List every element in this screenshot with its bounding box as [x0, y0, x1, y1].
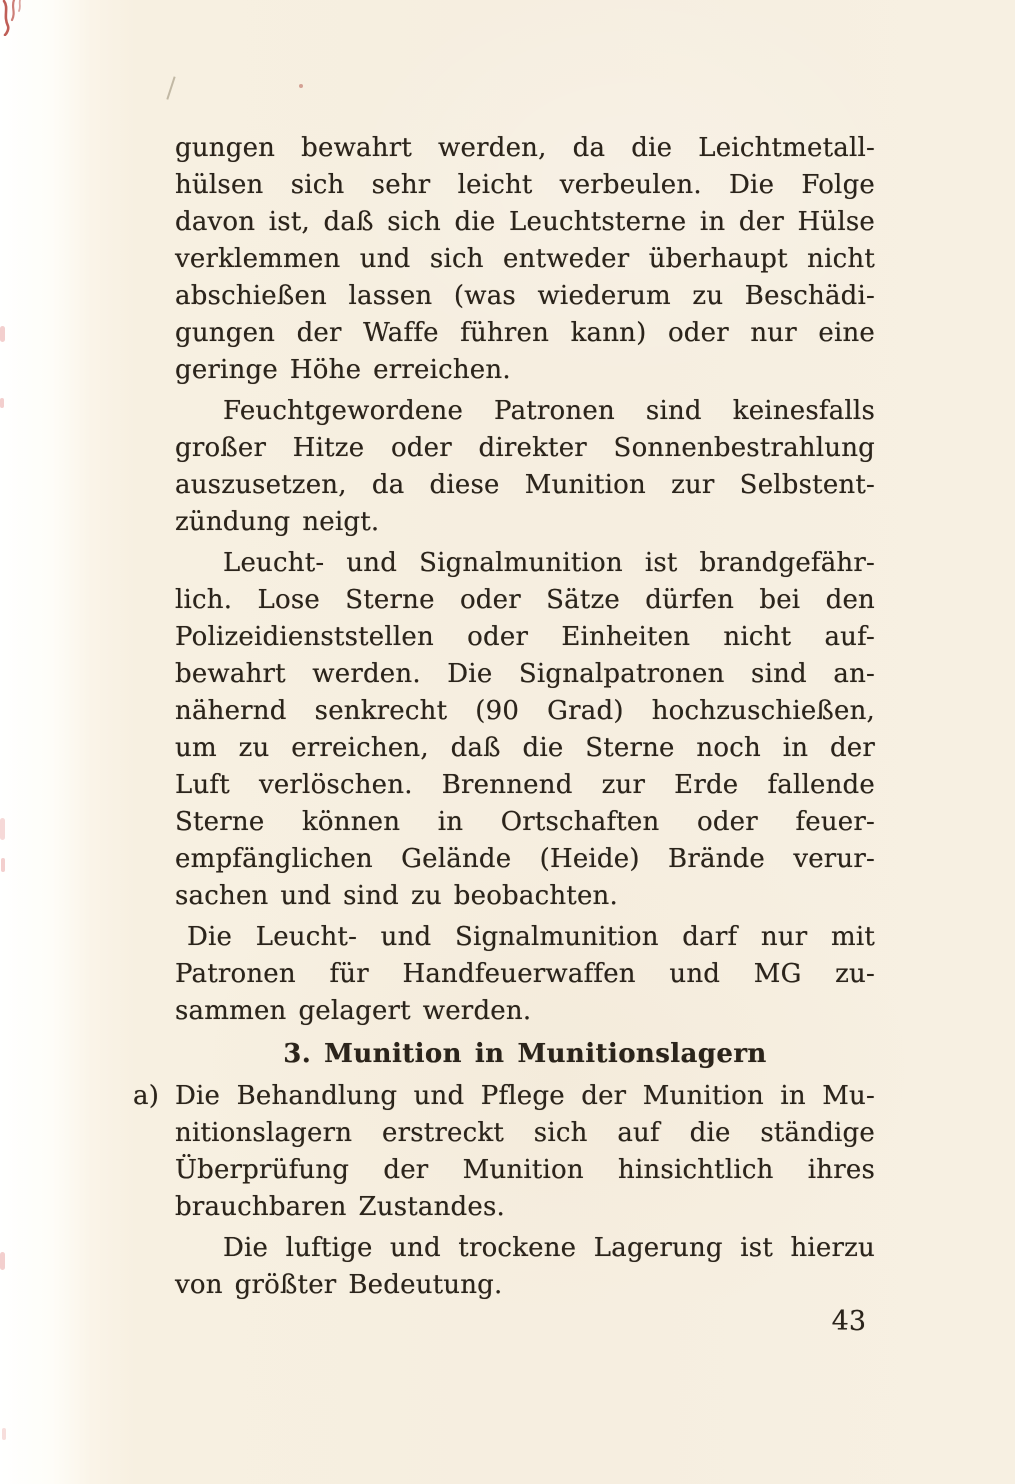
list-marker: a): [133, 1081, 160, 1111]
text-line: um zu erreichen, daß die Sterne noch in der: [175, 733, 875, 763]
text-line: auszusetzen, da diese Munition zur Selbstent-: [175, 470, 875, 500]
text-line: von größter Bedeutung.: [175, 1270, 503, 1300]
edge-speck: [2, 1428, 6, 1440]
text-line: hülsen sich sehr leicht verbeulen. Die Folge: [175, 170, 875, 200]
text-line: Die Leucht- und Signalmunition darf nur mit: [187, 922, 875, 952]
paragraph: [175, 1230, 875, 1304]
paragraph: [175, 919, 875, 1030]
text-line: abschießen lassen (was wiederum zu Beschädi-: [175, 281, 875, 311]
text-line: Die luftige und trockene Lagerung ist hierzu: [223, 1233, 875, 1263]
text-line: zündung neigt.: [175, 507, 380, 537]
text-line: Die Behandlung und Pflege der Munition in Mu-: [175, 1081, 875, 1111]
text-line: geringe Höhe erreichen.: [175, 355, 511, 385]
text-line: lich. Lose Sterne oder Sätze dürfen bei den: [175, 585, 875, 615]
text-line: nähernd senkrecht (90 Grad) hochzuschießen,: [175, 696, 875, 726]
text-line: verklemmen und sich entweder überhaupt nicht: [175, 244, 875, 274]
text-line: gungen der Waffe führen kann) oder nur eine: [175, 318, 875, 348]
list-item: [133, 1078, 875, 1226]
text-line: Leucht- und Signalmunition ist brandgefähr-: [223, 548, 875, 578]
text-line: empfänglichen Gelände (Heide) Brände verur-: [175, 844, 875, 874]
paragraph: [175, 393, 875, 541]
text-line: Feuchtgewordene Patronen sind keinesfalls: [223, 396, 875, 426]
text-line: Patronen für Handfeuerwaffen und MG zu-: [175, 959, 875, 989]
text-line: bewahrt werden. Die Signalpatronen sind an-: [175, 659, 875, 689]
paragraph: [175, 130, 875, 389]
text-line: nitionslagern erstreckt sich auf die ständige: [175, 1118, 875, 1148]
text-line: sachen und sind zu beobachten.: [175, 881, 618, 911]
text-line: brauchbaren Zustandes.: [175, 1192, 505, 1222]
page-number: 43: [831, 1306, 866, 1337]
text-line: Überprüfung der Munition hinsichtlich ihres: [175, 1155, 875, 1185]
text-line: Polizeidienststellen oder Einheiten nicht auf-: [175, 622, 875, 652]
text-line: gungen bewahrt werden, da die Leichtmetall-: [175, 133, 875, 163]
text-line: davon ist, daß sich die Leuchtsterne in der Hülse: [175, 207, 875, 237]
section-heading: 3. Munition in Munitionslagern: [283, 1039, 767, 1069]
text-line: Luft verlöschen. Brennend zur Erde fallende: [175, 770, 875, 800]
paragraph: [175, 545, 875, 915]
text-line: sammen gelagert werden.: [175, 996, 532, 1026]
text-line: großer Hitze oder direkter Sonnenbestrahlung: [175, 433, 875, 463]
text-line: Sterne können in Ortschaften oder feuer-: [175, 807, 875, 837]
